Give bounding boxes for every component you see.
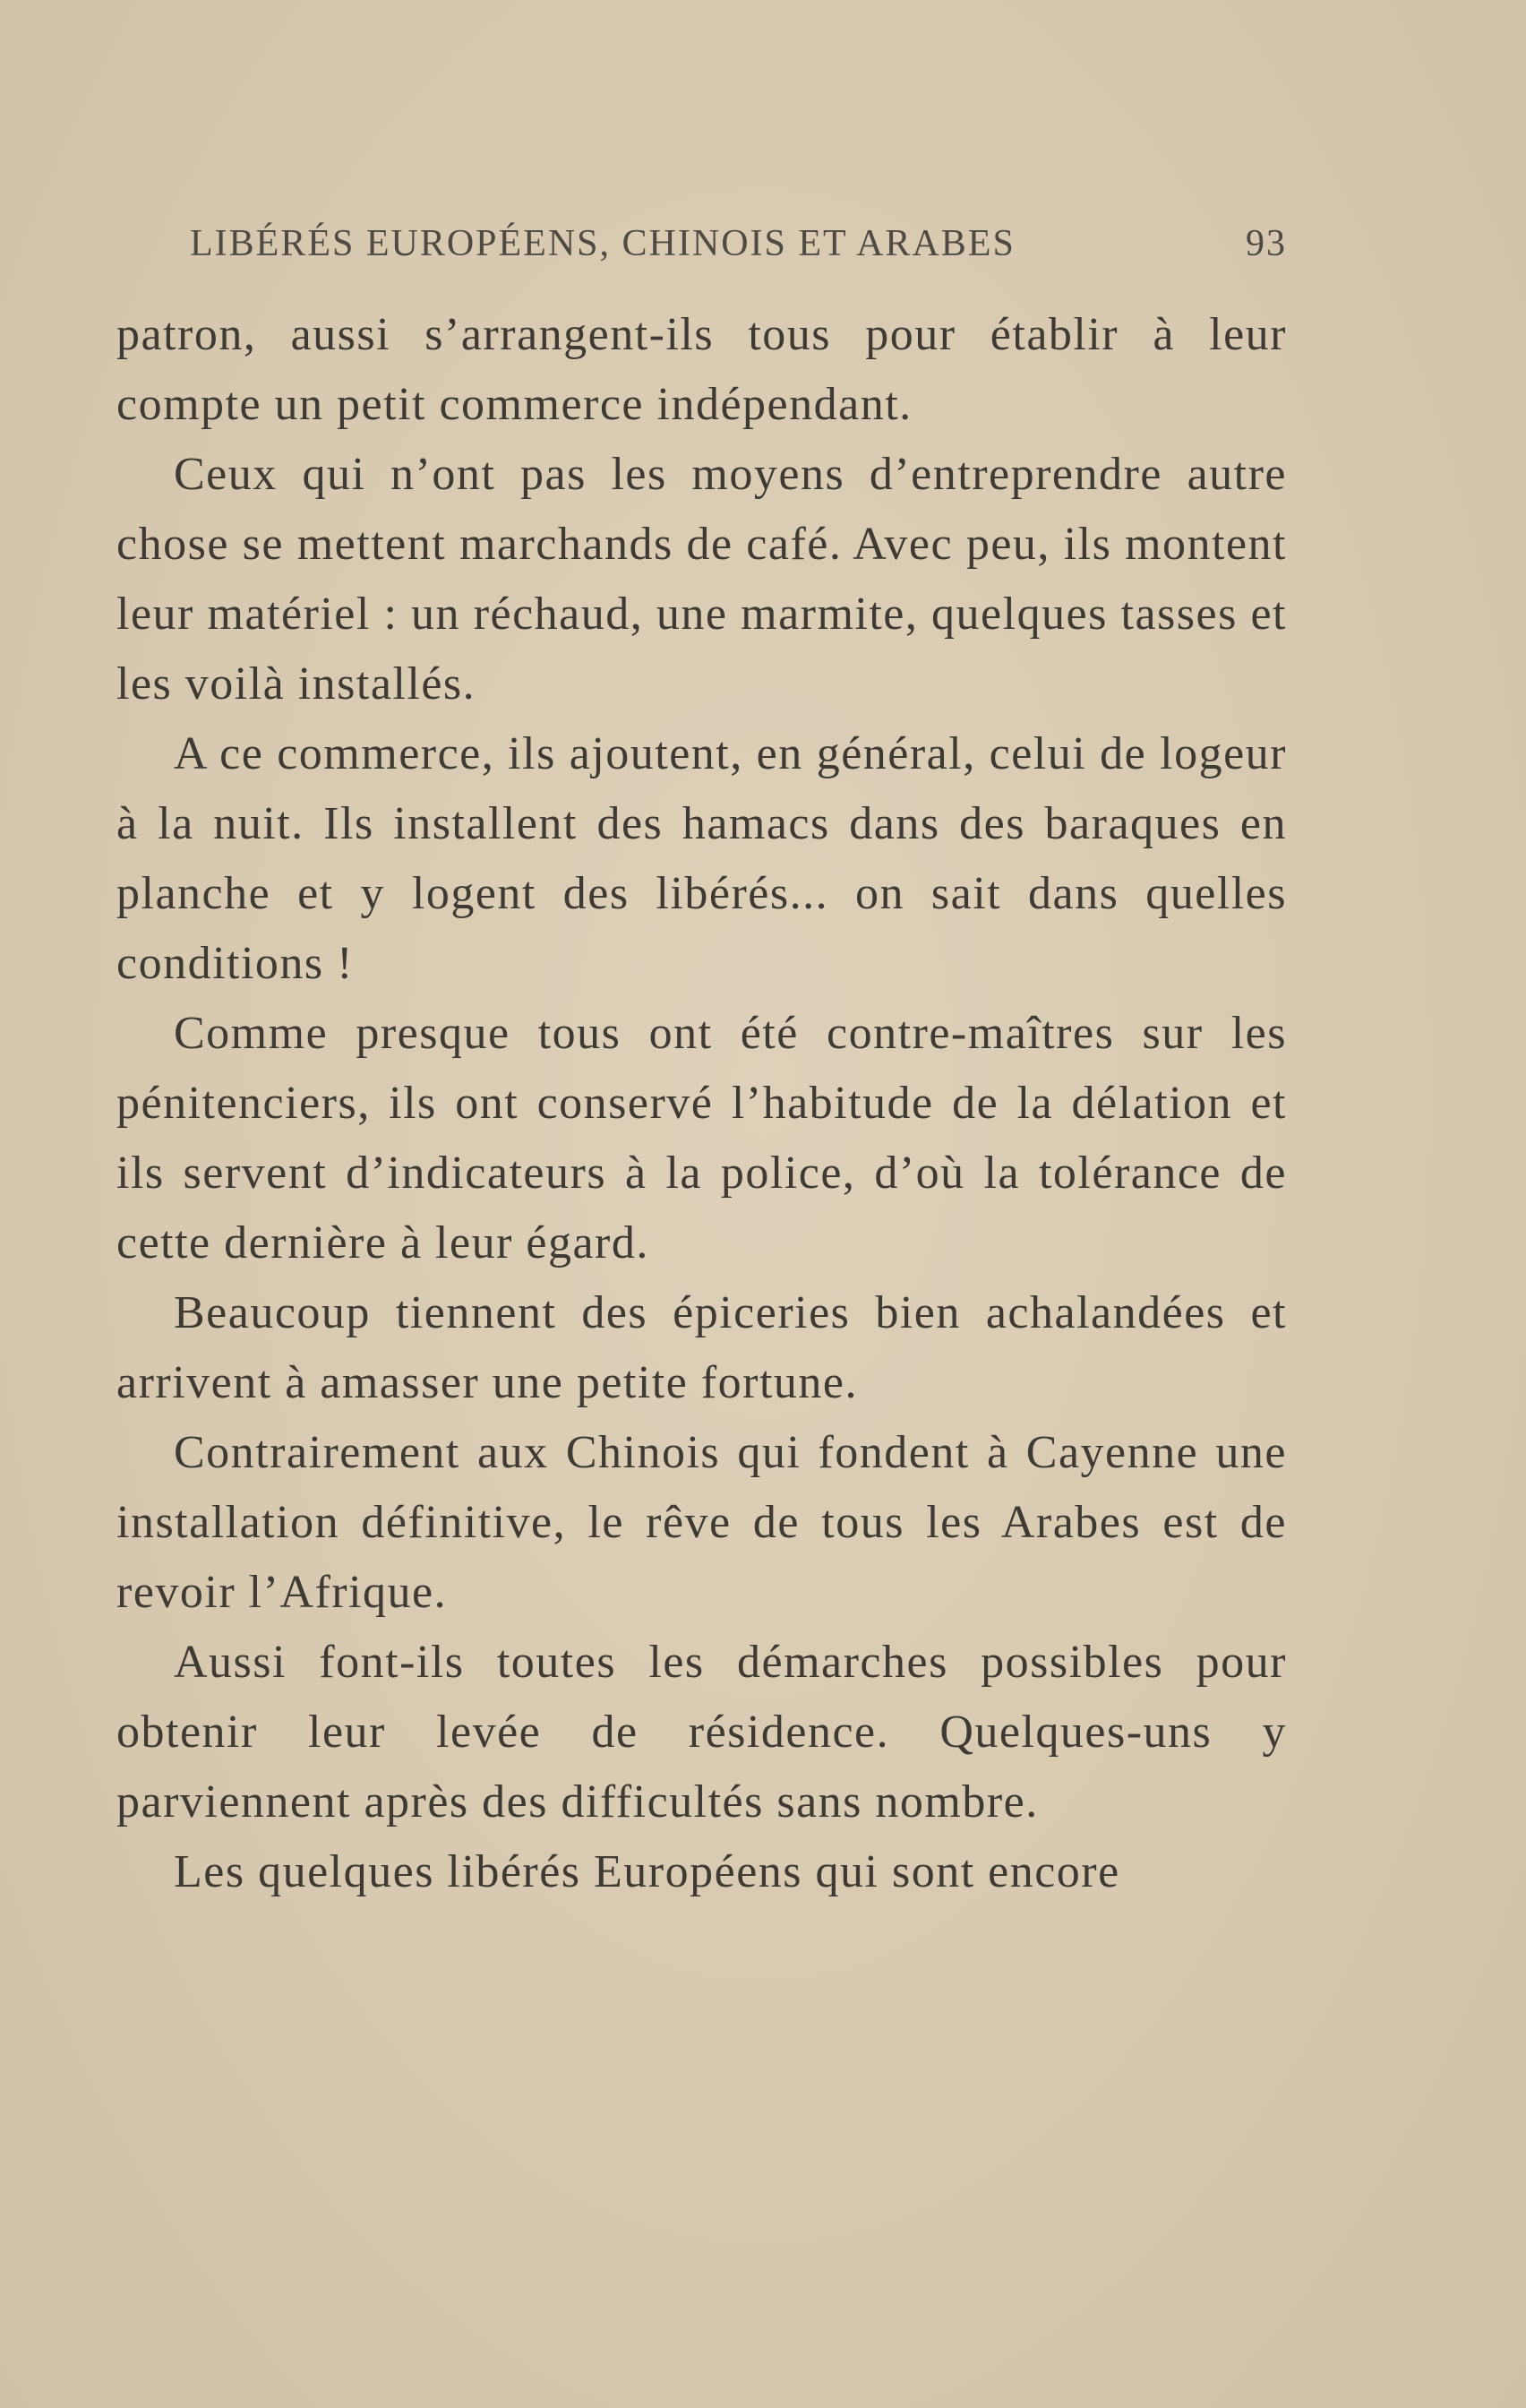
paragraph: Contrairement aux Chinois qui fondent à Cayenne une installation définitive, le rêve de tous les Arabes est de revoir l’Afrique. xyxy=(116,1427,1287,1618)
paragraph: Beaucoup tiennent des épiceries bien achalandées et arrivent à amasser une petite fortune. xyxy=(116,1287,1287,1408)
paragraph: Aussi font-ils toutes les démarches possibles pour obtenir leur levée de résidence. Quelques-uns y parviennent après des difficultés sans nombre. xyxy=(116,1637,1287,1828)
paragraph: A ce commerce, ils ajoutent, en général, celui de logeur à la nuit. Ils installent des hamacs dans des baraques en planche et y logent des libérés... on sait dans quelles conditions ! xyxy=(116,728,1287,989)
paragraph: Comme presque tous ont été contre-maîtres sur les pénitenciers, ils ont conservé l’habitude de la délation et ils servent d’indicateurs à la police, d’où la tolérance de cette dernière à leur égard. xyxy=(116,1008,1287,1268)
running-head xyxy=(190,217,1287,271)
paragraph: Ceux qui n’ont pas les moyens d’entreprendre autre chose se mettent marchands de café. Avec peu, ils montent leur matériel : un réchaud, une marmite, quelques tasses et les voilà installés. xyxy=(116,449,1287,710)
paragraph: patron, aussi s’arrangent-ils tous pour établir à leur compte un petit commerce indépendant. xyxy=(116,309,1287,430)
paragraph: Les quelques libérés Européens qui sont encore xyxy=(174,1846,1120,1897)
running-title: LIBÉRÉS EUROPÉENS, CHINOIS ET ARABES xyxy=(190,223,1016,264)
page-number: 93 xyxy=(1246,223,1287,264)
body-text xyxy=(116,300,1287,1907)
